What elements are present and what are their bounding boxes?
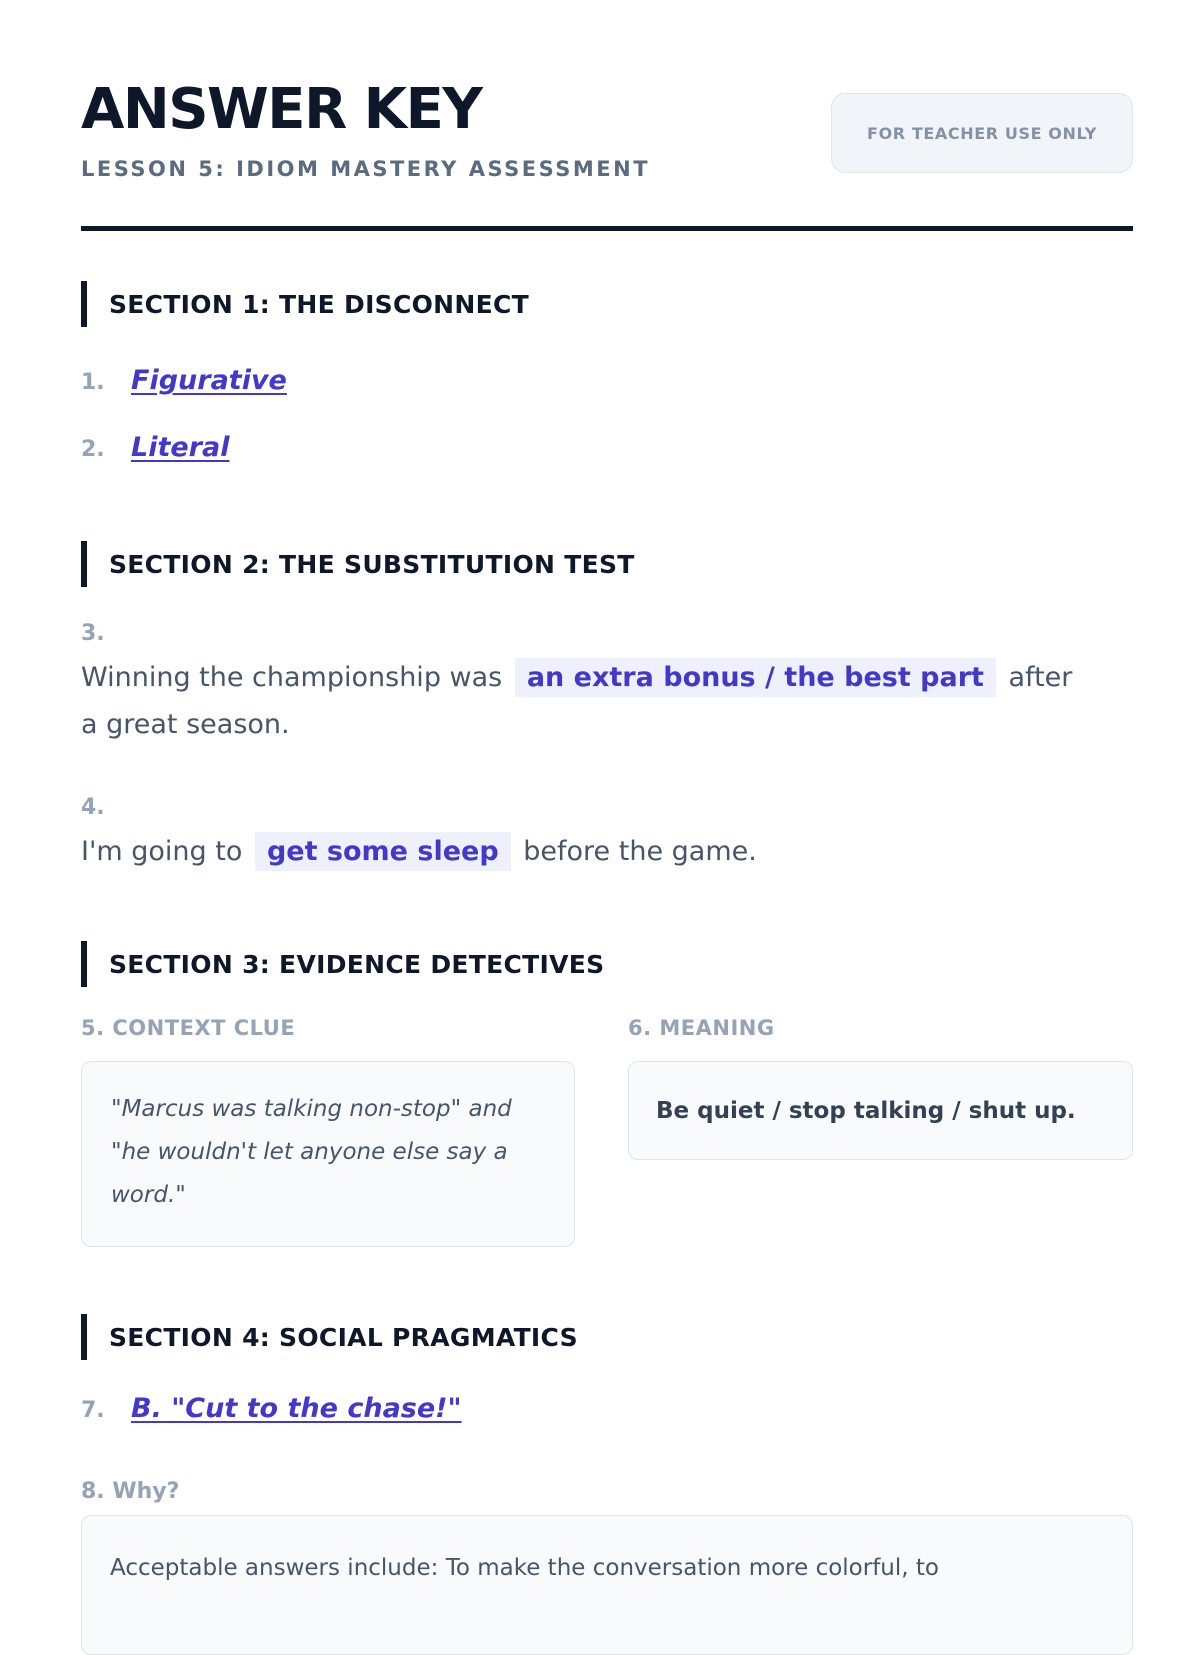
- question-2-answer: Literal: [131, 432, 230, 463]
- question-8-label: 8. Why?: [81, 1479, 180, 1504]
- page-title: ANSWER KEY: [81, 77, 482, 142]
- question-3-sentence: [81, 654, 1081, 748]
- question-7-number: 7.: [81, 1398, 105, 1423]
- answer-key-page: [81, 0, 1133, 1581]
- question-3-text-after: after a great season.: [81, 662, 1073, 740]
- section-3-heading: SECTION 3: EVIDENCE DETECTIVES: [81, 941, 604, 987]
- question-8-answer-text: Acceptable answers include: To make the conversation more colorful, to: [110, 1555, 939, 1581]
- page-subtitle: LESSON 5: IDIOM MASTERY ASSESSMENT: [81, 157, 651, 181]
- question-3-text-before: Winning the championship was: [81, 662, 503, 693]
- question-2-number: 2.: [81, 437, 105, 462]
- meaning-box: [628, 1061, 1133, 1160]
- section-4-heading: SECTION 4: SOCIAL PRAGMATICS: [81, 1314, 578, 1360]
- question-8-answer-box: [81, 1515, 1133, 1655]
- header: [81, 0, 1133, 236]
- question-1-answer: Figurative: [131, 365, 287, 396]
- question-4-text-before: I'm going to: [81, 836, 243, 867]
- meaning-text: Be quiet / stop talking / shut up.: [656, 1097, 1076, 1124]
- question-3-number: 3.: [81, 621, 105, 646]
- section-2-heading: SECTION 2: THE SUBSTITUTION TEST: [81, 541, 635, 587]
- question-1-number: 1.: [81, 370, 105, 395]
- question-4-sentence: [81, 828, 1081, 875]
- context-clue-box: [81, 1061, 575, 1247]
- question-4-answer: get some sleep: [255, 832, 511, 871]
- question-4-text-after: before the game.: [523, 836, 757, 867]
- context-clue-text: "Marcus was talking non-stop" and "he wouldn't let anyone else say a word.": [111, 1096, 512, 1208]
- meaning-label: 6. MEANING: [628, 1016, 775, 1040]
- context-clue-label: 5. CONTEXT CLUE: [81, 1016, 296, 1040]
- question-4-number: 4.: [81, 795, 105, 820]
- teacher-only-badge: FOR TEACHER USE ONLY: [831, 93, 1133, 173]
- header-divider: [81, 226, 1133, 231]
- question-7-answer: B. "Cut to the chase!": [131, 1393, 462, 1424]
- section-1-heading: SECTION 1: THE DISCONNECT: [81, 281, 529, 327]
- question-3-answer: an extra bonus / the best part: [515, 658, 996, 697]
